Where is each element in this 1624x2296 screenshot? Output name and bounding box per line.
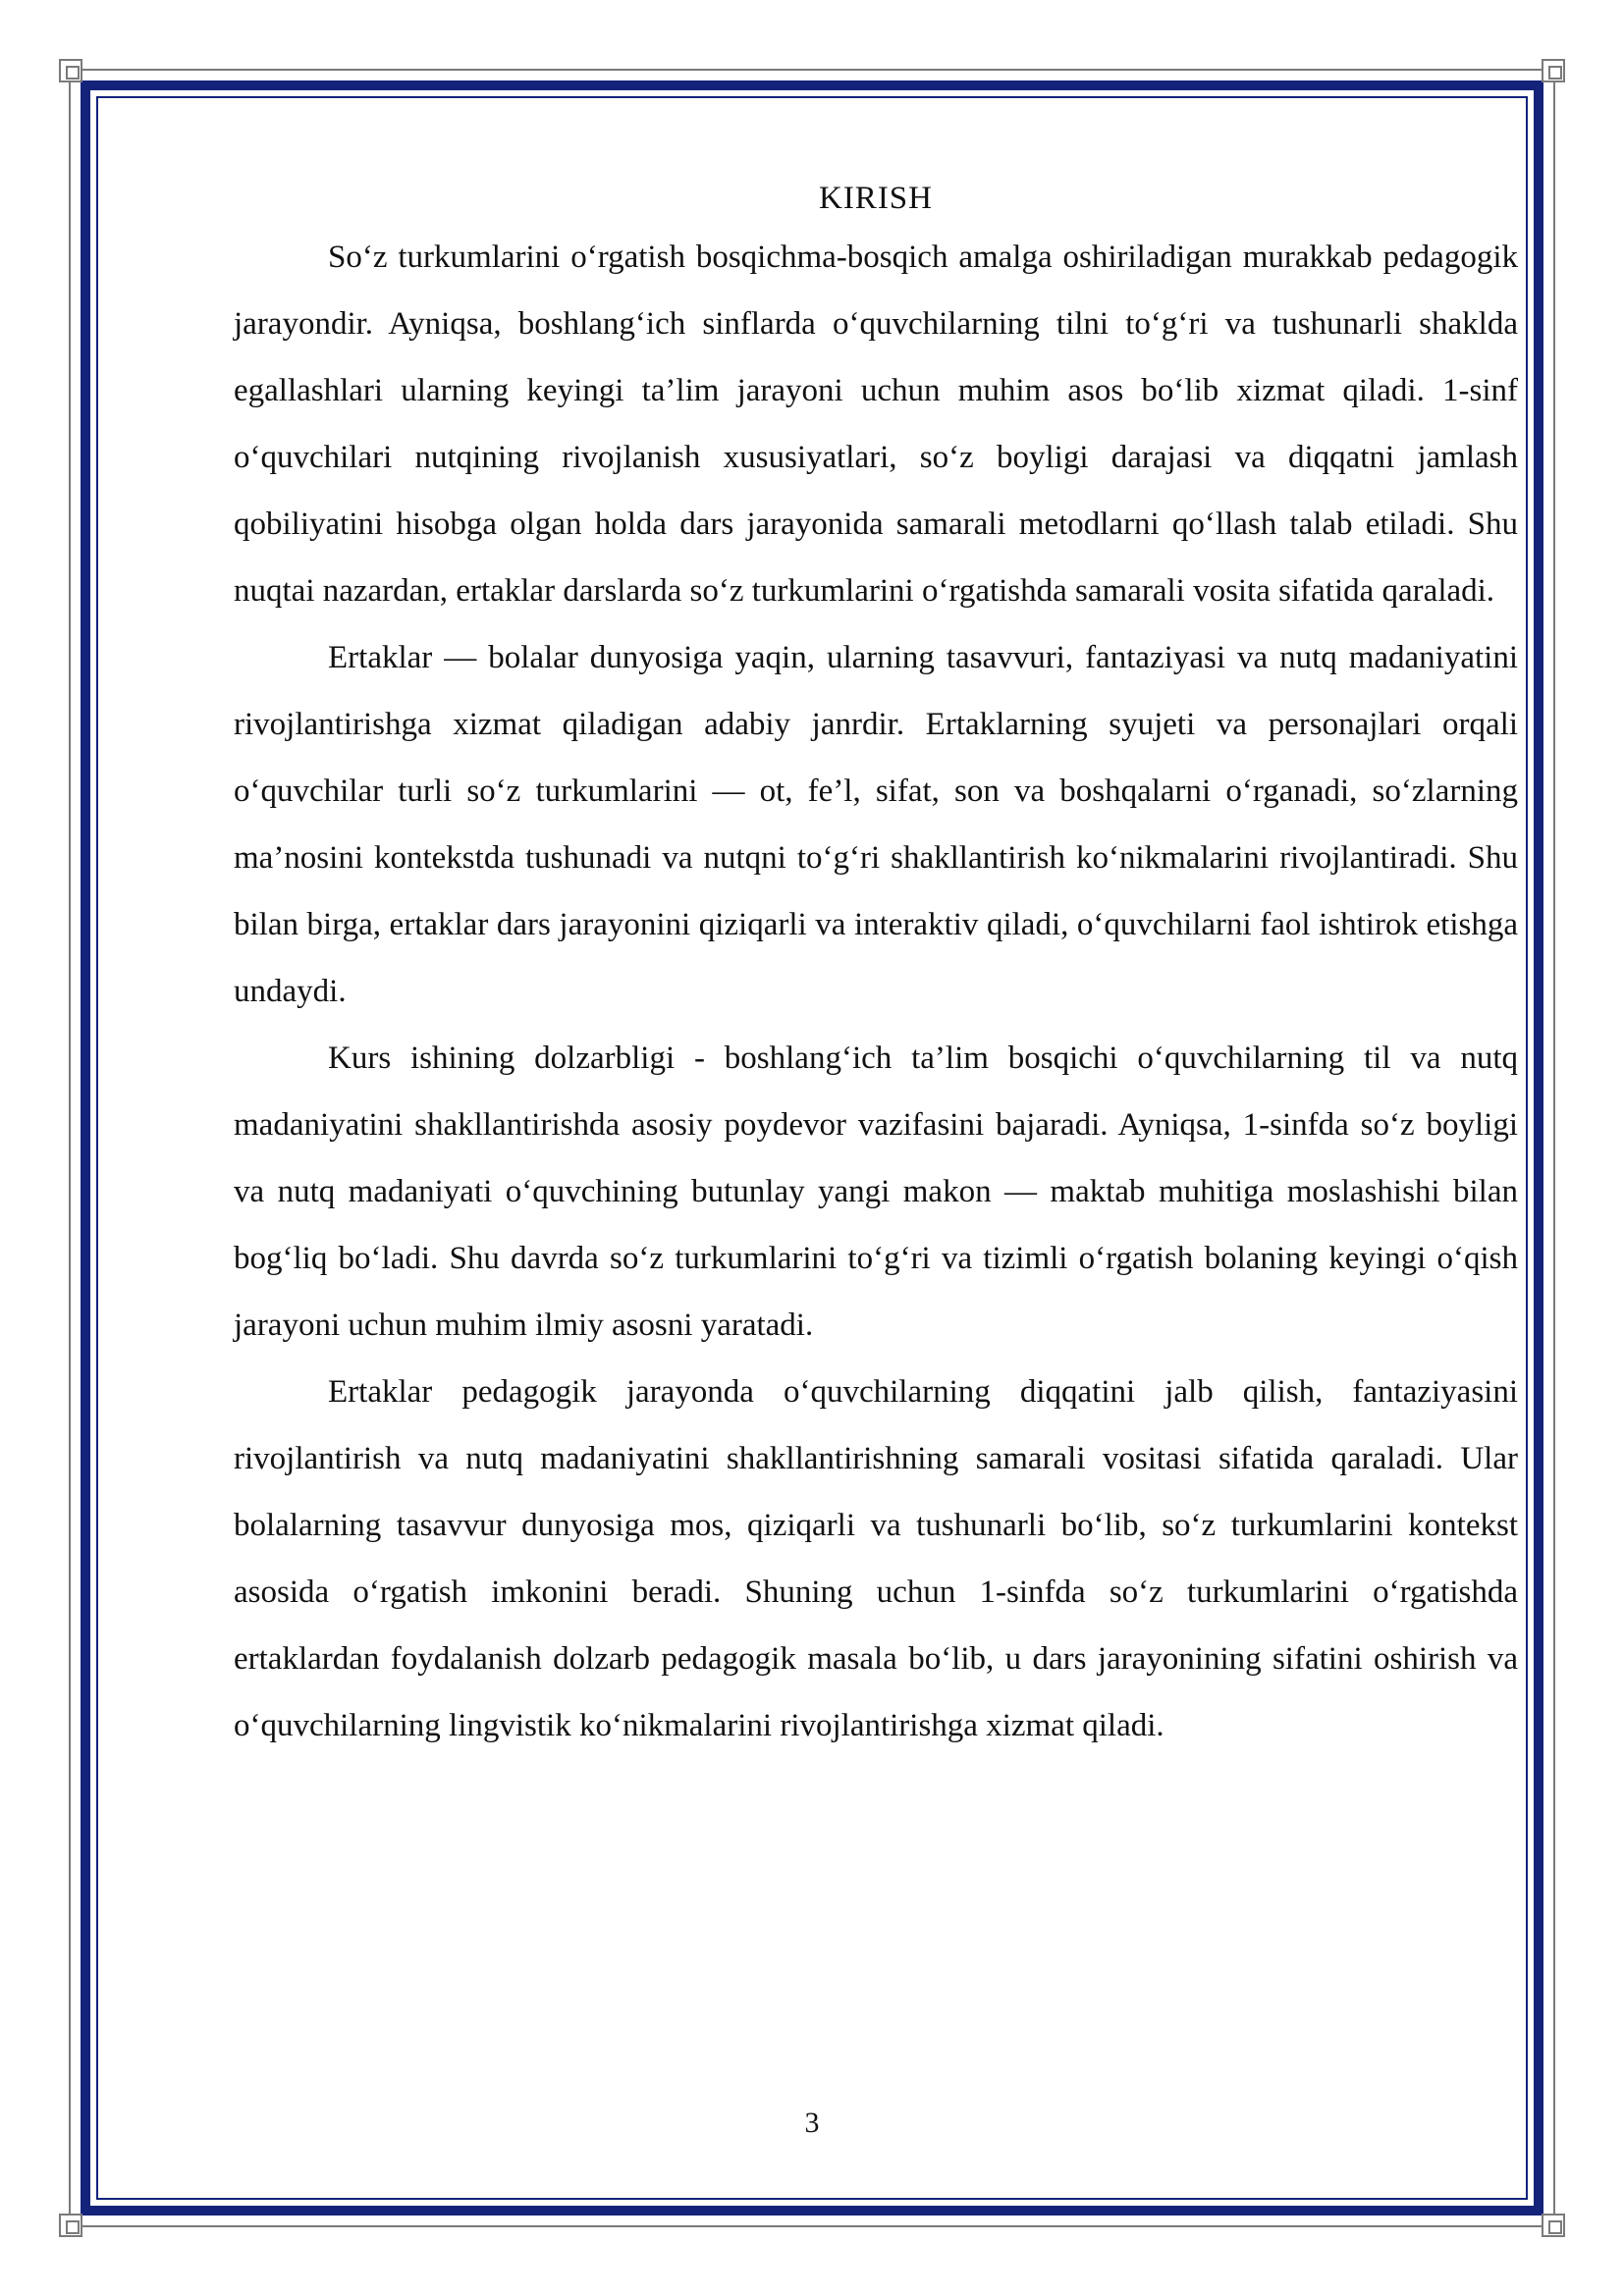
frame-corner-ornament-icon bbox=[1542, 2214, 1565, 2237]
paragraph-conclusion: Ertaklar pedagogik jarayonda o‘quvchilarning diqqatini jalb qilish, fantaziyasini rivojlantirish va nutq madaniyatini shakllantirishning samarali vositasi sifatida qaraladi. Ular bolalarning tasavvur dunyosiga mos, qiziqarli va tushunarli bo‘lib, so‘z turkumlarini kontekst asosida o‘rgatish imkonini beradi. Shuning uchun 1-sinfda so‘z turkumlarini o‘rgatishda ertaklardan foydalanish dolzarb pedagogik masala bo‘lib, u dars jarayonining sifatini oshirish va o‘quvchilarning lingvistik ko‘nikmalarini rivojlantirishga xizmat qiladi. bbox=[234, 1374, 1518, 1743]
paragraph-intro: So‘z turkumlarini o‘rgatish bosqichma-bosqich amalga oshiriladigan murakkab pedagogik jarayondir. Ayniqsa, boshlang‘ich sinflarda o‘quvchilarning tilni to‘g‘ri va tushunarli shaklda egallashlari ularning keyingi ta’lim jarayoni uchun muhim asos bo‘lib xizmat qiladi. 1-sinf o‘quvchilari nutqining rivojlanish xususiyatlari, so‘z boyligi darajasi va diqqatni jamlash qobiliyatini hisobga olgan holda dars jarayonida samarali metodlarni qo‘llash talab etiladi. Shu nuqtai nazardan, ertaklar darslarda so‘z turkumlarini o‘rgatishda samarali vosita sifatida qaraladi. bbox=[234, 240, 1518, 609]
page-number: 3 bbox=[804, 2107, 820, 2139]
paragraph-relevance: Kurs ishining dolzarbligi - boshlang‘ich ta’lim bosqichi o‘quvchilarning til va nutq madaniyatini shakllantirishda asosiy poydevor vazifasini bajaradi. Ayniqsa, 1-sinfda so‘z boyligi va nutq madaniyati o‘quvchining butunlay yangi makon — maktab muhitiga moslashishi bilan bog‘liq bo‘ladi. Shu davrda so‘z turkumlarini to‘g‘ri va tizimli o‘rgatish bolaning keyingi o‘qish jarayoni uchun muhim ilmiy asosni yaratadi. bbox=[234, 1041, 1518, 1343]
frame-corner-ornament-icon bbox=[59, 59, 82, 82]
document-body bbox=[234, 173, 1518, 1759]
section-title: KIRISH bbox=[818, 181, 933, 216]
frame-corner-ornament-icon bbox=[1542, 59, 1565, 82]
frame-corner-ornament-icon bbox=[59, 2214, 82, 2237]
paragraph-fairy-tales: Ertaklar — bolalar dunyosiga yaqin, ularning tasavvuri, fantaziyasi va nutq madaniyatini rivojlantirishga xizmat qiladigan adabiy janrdir. Ertaklarning syujeti va personajlari orqali o‘quvchilar turli so‘z turkumlarini — ot, fe’l, sifat, son va boshqalarni o‘rganadi, so‘zlarning ma’nosini kontekstda tushunadi va nutqni to‘g‘ri shakllantirish ko‘nikmalarini rivojlantiradi. Shu bilan birga, ertaklar dars jarayonini qiziqarli va interaktiv qiladi, o‘quvchilarni faol ishtirok etishga undaydi. bbox=[234, 640, 1518, 1009]
